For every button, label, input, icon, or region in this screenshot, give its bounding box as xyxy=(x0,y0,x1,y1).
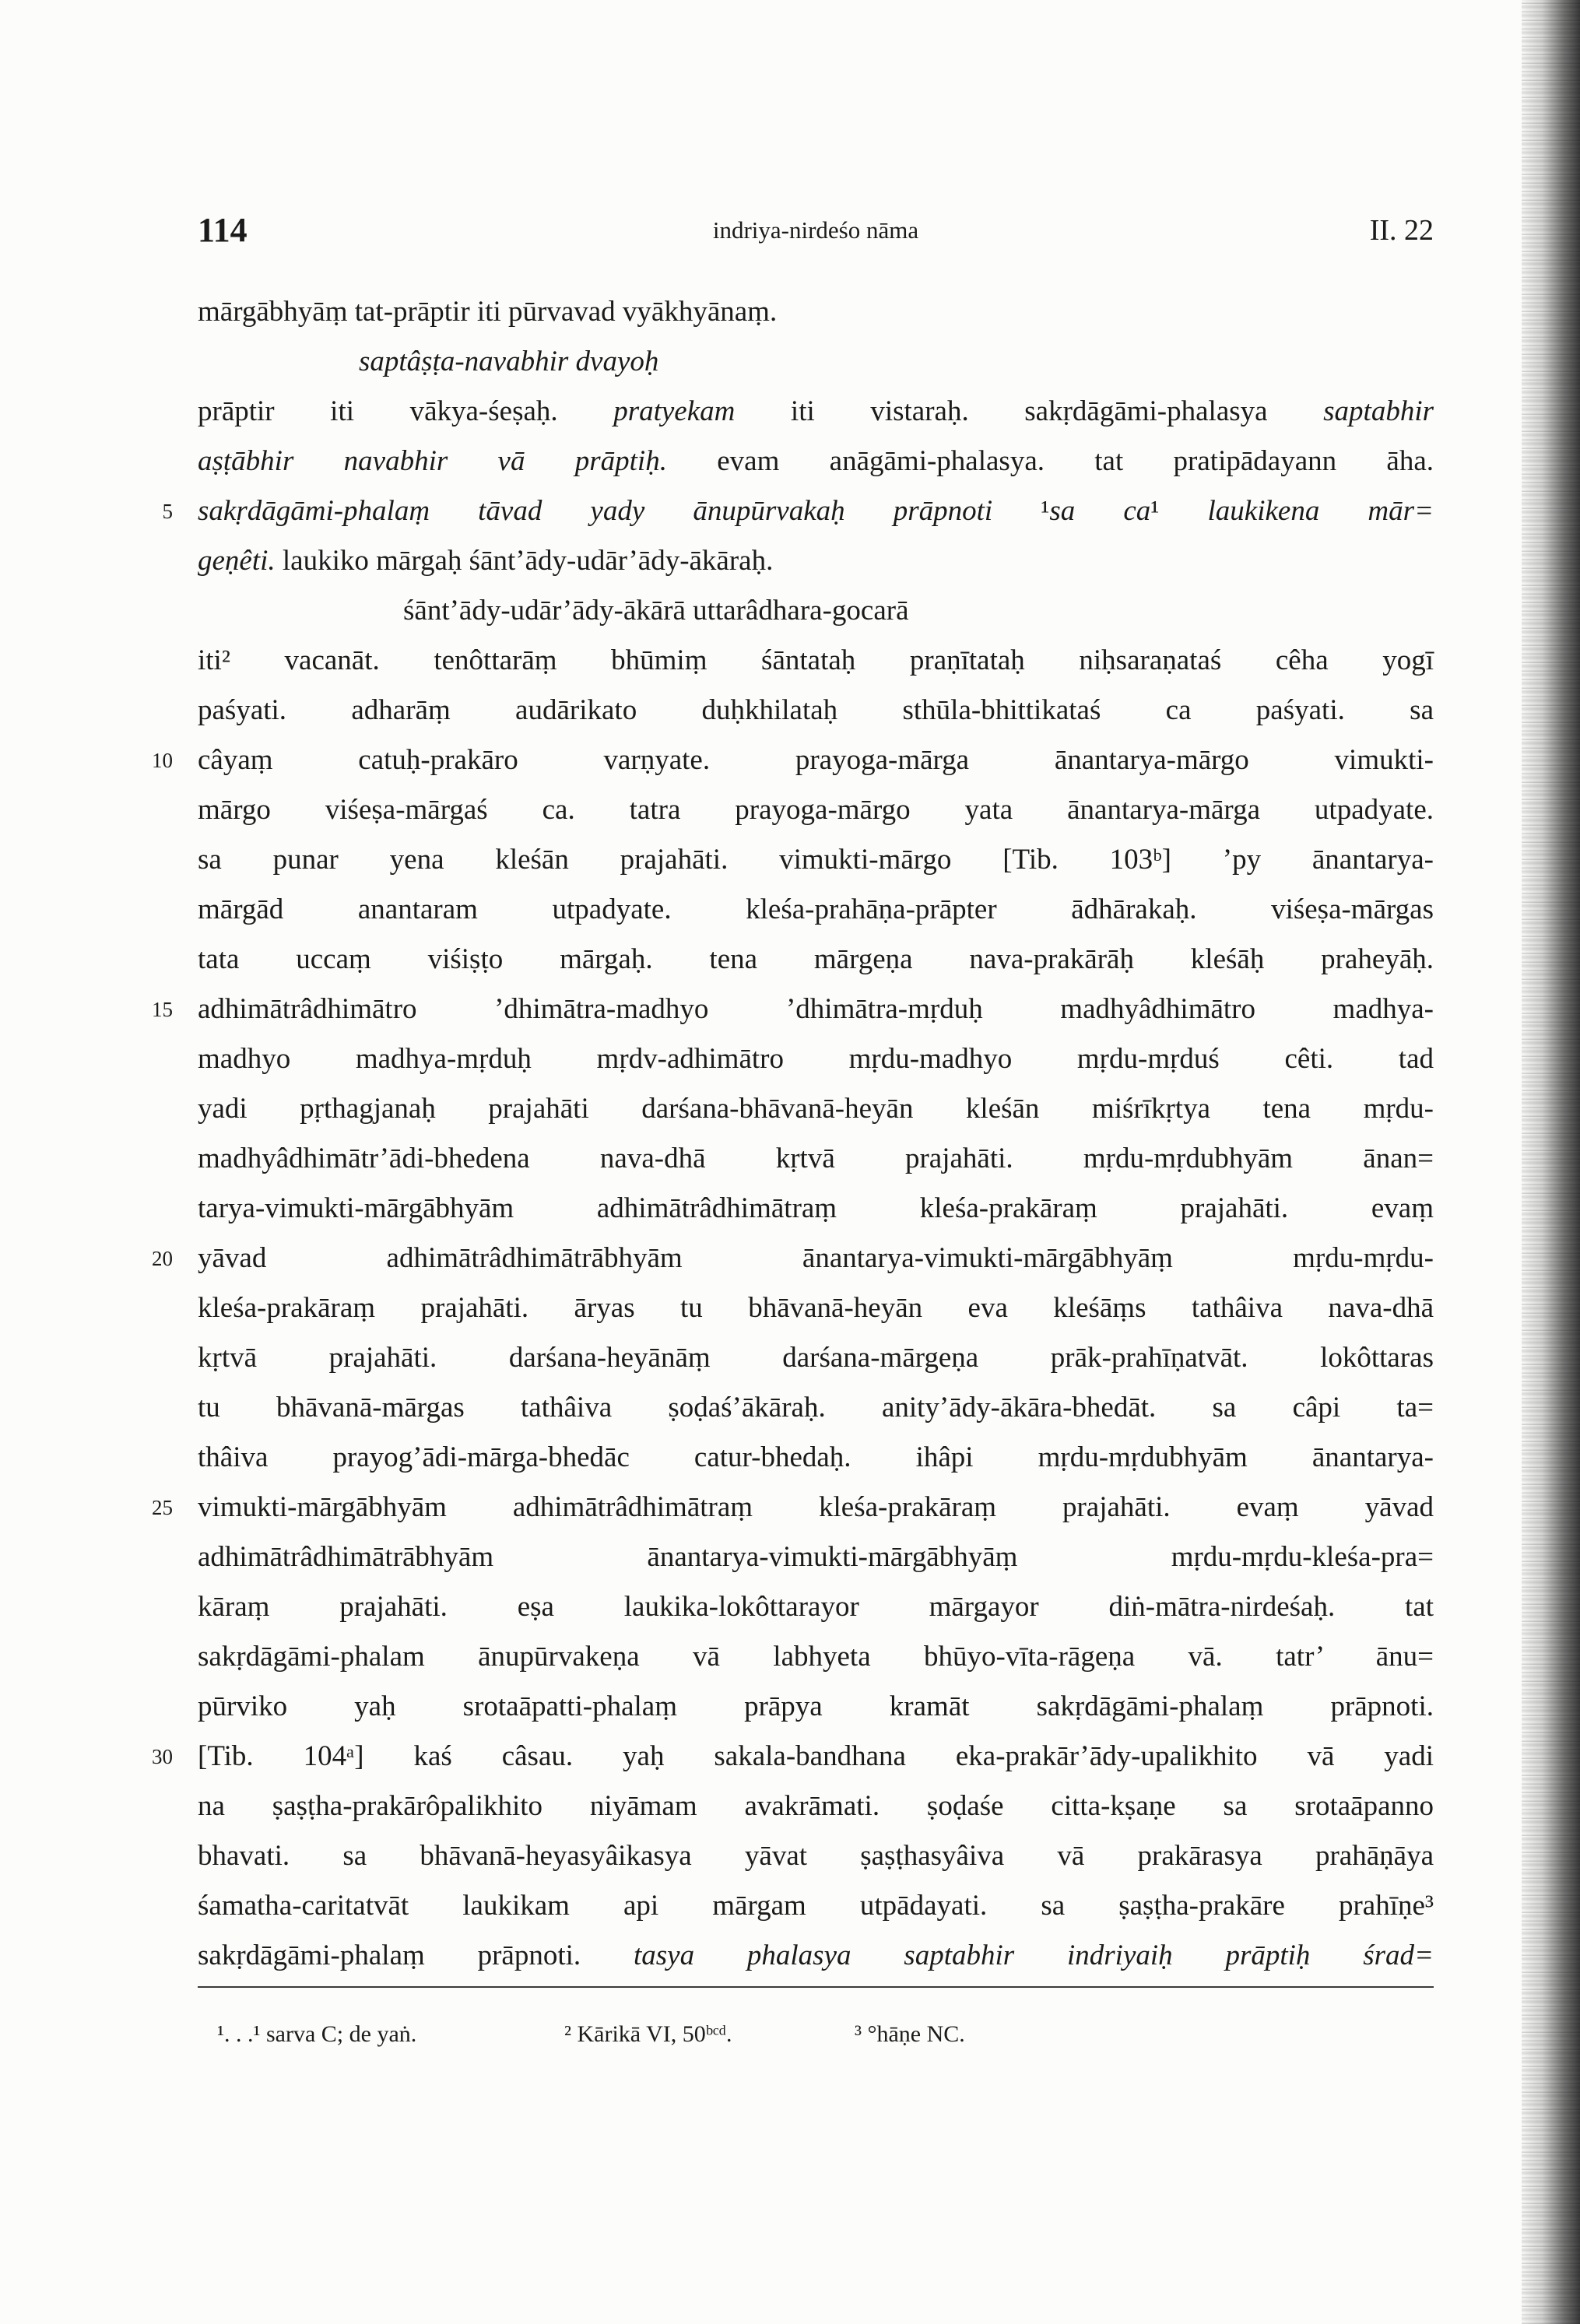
text-line xyxy=(198,1333,1434,1383)
text-line xyxy=(198,1682,1434,1732)
text-line xyxy=(198,735,1434,785)
main-text xyxy=(198,287,1434,1981)
roman-text: tu bhāvanā-mārgas tathâiva ṣoḍaś’ākāraḥ. anity’ādy-ākāra-bhedāt. sa câpi ta= xyxy=(198,1392,1434,1424)
roman-text: vimukti-mārgābhyām adhimātrâdhimātraṃ kleśa-prakāraṃ prajahāti. evaṃ yāvad xyxy=(198,1491,1434,1523)
text-line xyxy=(198,1782,1434,1831)
footnote-rule xyxy=(198,1986,1434,1988)
roman-text: laukiko mārgaḥ śānt’ādy-udār’ādy-ākāraḥ. xyxy=(275,545,774,577)
text-line xyxy=(198,536,1434,586)
roman-text: ¹ xyxy=(1041,495,1050,527)
roman-text: bhavati. sa bhāvanā-heyasyâikasya yāvat ṣaṣṭhasyâiva vā prakārasya prahāṇāya xyxy=(198,1840,1434,1872)
roman-text: iti vistaraḥ. sakṛdāgāmi-phalasya xyxy=(735,395,1324,427)
text-line xyxy=(198,1931,1434,1981)
roman-text: paśyati. adharāṃ audārikato duḥkhilataḥ sthūla-bhittikataś ca paśyati. sa xyxy=(198,694,1434,726)
roman-text: ¹ xyxy=(1150,495,1160,527)
italic-text: tasya phalasya saptabhir indriyaiḥ prāptiḥ śrad= xyxy=(633,1940,1434,1971)
text-line xyxy=(198,1283,1434,1333)
text-line xyxy=(198,885,1434,935)
roman-text: śānt’ādy-udār’ādy-ākārā uttarâdhara-gocarā xyxy=(403,595,909,627)
italic-text: saptabhir xyxy=(1323,395,1434,427)
text-line xyxy=(198,1034,1434,1084)
italic-text: sa ca xyxy=(1049,495,1151,527)
roman-text: yāvad adhimātrâdhimātrābhyām ānantarya-vimukti-mārgābhyāṃ mṛdu-mṛdu- xyxy=(198,1242,1434,1274)
text-line xyxy=(198,785,1434,835)
footnote-3: ³ °hāṇe NC. xyxy=(855,2021,965,2047)
roman-text: mārgād anantaram utpadyate. kleśa-prahāṇa-prāpter ādhārakaḥ. viśeṣa-mārgas xyxy=(198,893,1434,925)
roman-text: câyaṃ catuḥ-prakāro varṇyate. prayoga-mārga ānantarya-mārgo vimukti- xyxy=(198,744,1434,776)
line-number: 5 xyxy=(162,500,173,523)
text-line xyxy=(198,1483,1434,1532)
text-line xyxy=(198,287,1434,337)
roman-text: kṛtvā prajahāti. darśana-heyānāṃ darśana-mārgeṇa prāk-prahīṇatvāt. lokôttaras xyxy=(198,1342,1434,1374)
italic-text: laukikena mār= xyxy=(1159,495,1434,527)
text-line xyxy=(198,1134,1434,1184)
italic-text: pratyekam xyxy=(613,395,736,427)
text-line xyxy=(198,586,1434,636)
roman-text: madhyo madhya-mṛduḥ mṛdv-adhimātro mṛdu-madhyo mṛdu-mṛduś cêti. tad xyxy=(198,1043,1434,1075)
running-title: indriya-nirdeśo nāma xyxy=(712,216,919,244)
text-line xyxy=(198,686,1434,735)
page-number: 114 xyxy=(198,211,248,249)
roman-text: tarya-vimukti-mārgābhyām adhimātrâdhimātraṃ kleśa-prakāraṃ prajahāti. evaṃ xyxy=(198,1192,1434,1224)
roman-text: pūrviko yaḥ srotaāpatti-phalaṃ prāpya kramāt sakṛdāgāmi-phalaṃ prāpnoti. xyxy=(198,1690,1434,1722)
roman-text: sa punar yena kleśān prajahāti. vimukti-mārgo [Tib. 103ᵇ] ’py ānantarya- xyxy=(198,844,1434,876)
roman-text: thâiva prayog’ādi-mārga-bhedāc catur-bhedaḥ. ihâpi mṛdu-mṛdubhyām ānantarya- xyxy=(198,1441,1434,1473)
footnote-2: ² Kārikā VI, 50ᵇᶜᵈ. xyxy=(564,2021,732,2047)
text-line xyxy=(198,636,1434,686)
roman-text: yadi pṛthagjanaḥ prajahāti darśana-bhāvanā-heyān kleśān miśrīkṛtya tena mṛdu- xyxy=(198,1093,1434,1125)
text-line xyxy=(198,1532,1434,1582)
scan-page-edge-shadow xyxy=(1522,0,1580,2324)
text-line xyxy=(198,1831,1434,1881)
roman-text: kāraṃ prajahāti. eṣa laukika-lokôttarayor mārgayor diṅ-mātra-nirdeśaḥ. tat xyxy=(198,1591,1434,1623)
roman-text: mārgo viśeṣa-mārgaś ca. tatra prayoga-mārgo yata ānantarya-mārga utpadyate. xyxy=(198,794,1434,826)
text-line xyxy=(198,1184,1434,1234)
italic-text: saptâṣṭa-navabhir dvayoḥ xyxy=(359,346,659,377)
text-line xyxy=(198,337,1434,387)
roman-text: iti² vacanāt. tenôttarāṃ bhūmiṃ śāntataḥ praṇītataḥ niḥsaraṇataś cêha yogī xyxy=(198,644,1434,676)
italic-text: geṇêti. xyxy=(198,545,276,577)
footnote-1: ¹. . .¹ sarva C; de yaṅ. xyxy=(217,2021,417,2047)
roman-text: madhyâdhimātr’ādi-bhedena nava-dhā kṛtvā prajahāti. mṛdu-mṛdubhyām ānan= xyxy=(198,1143,1434,1174)
italic-text: sakṛdāgāmi-phalaṃ tāvad yady ānupūrvakaḥ prāpnoti xyxy=(198,495,1041,527)
roman-text: prāptir iti vākya-śeṣaḥ. xyxy=(198,395,614,427)
text-line xyxy=(198,437,1434,486)
line-number: 20 xyxy=(152,1247,173,1270)
roman-text: tata uccaṃ viśiṣṭo mārgaḥ. tena mārgeṇa nava-prakārāḥ kleśāḥ praheyāḥ. xyxy=(198,943,1434,975)
text-line xyxy=(198,1383,1434,1433)
roman-text: adhimātrâdhimātro ’dhimātra-madhyo ’dhimātra-mṛduḥ madhyâdhimātro madhya- xyxy=(198,993,1434,1025)
line-number: 10 xyxy=(152,749,173,772)
roman-text: [Tib. 104ᵃ] kaś câsau. yaḥ sakala-bandhana eka-prakār’ādy-upalikhito vā yadi xyxy=(198,1740,1434,1772)
roman-text: sakṛdāgāmi-phalaṃ prāpnoti. xyxy=(198,1940,634,1971)
roman-text: na ṣaṣṭha-prakārôpalikhito niyāmam avakrāmati. ṣoḍaśe citta-kṣaṇe sa srotaāpanno xyxy=(198,1790,1434,1822)
line-number: 25 xyxy=(152,1496,173,1519)
text-line xyxy=(198,1881,1434,1931)
italic-text: aṣṭābhir navabhir vā prāptiḥ. xyxy=(198,445,667,477)
roman-text: sakṛdāgāmi-phalam ānupūrvakeṇa vā labhyeta bhūyo-vīta-rāgeṇa vā. tatr’ ānu= xyxy=(198,1641,1434,1673)
roman-text: mārgābhyāṃ tat-prāptir iti pūrvavad vyākhyānaṃ. xyxy=(198,296,778,328)
text-line xyxy=(198,985,1434,1034)
text-line xyxy=(198,1234,1434,1283)
text-line xyxy=(198,387,1434,437)
text-line xyxy=(198,1582,1434,1632)
text-line xyxy=(198,486,1434,536)
line-number: 30 xyxy=(152,1745,173,1768)
text-line xyxy=(198,1732,1434,1782)
text-line xyxy=(198,1632,1434,1682)
section-reference: II. 22 xyxy=(1369,214,1434,247)
roman-text: adhimātrâdhimātrābhyām ānantarya-vimukti-mārgābhyāṃ mṛdu-mṛdu-kleśa-pra= xyxy=(198,1541,1434,1573)
roman-text: śamatha-caritatvāt laukikam api mārgam utpādayati. sa ṣaṣṭha-prakāre prahīṇe³ xyxy=(198,1890,1434,1922)
roman-text: evam anāgāmi-phalasya. tat pratipādayann āha. xyxy=(666,445,1434,477)
text-line xyxy=(198,1433,1434,1483)
text-line xyxy=(198,835,1434,885)
line-number: 15 xyxy=(152,998,173,1021)
text-line xyxy=(198,935,1434,985)
text-line xyxy=(198,1084,1434,1134)
roman-text: kleśa-prakāraṃ prajahāti. āryas tu bhāvanā-heyān eva kleśāṃs tathâiva nava-dhā xyxy=(198,1292,1434,1324)
